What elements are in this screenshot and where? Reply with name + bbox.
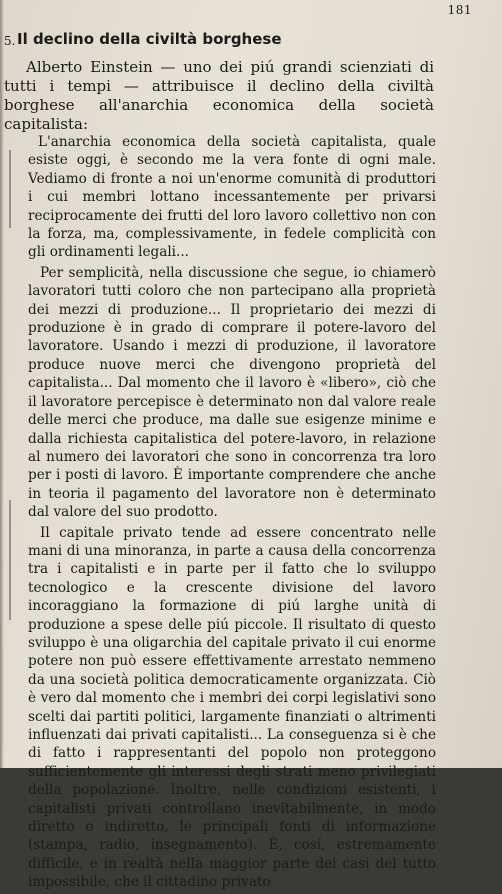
- intro-paragraph: Alberto Einstein — uno dei piú grandi scienziati di tutti i tempi — attribuisce il declino della civiltà borghese all'anarchia economica della società capitalista:: [4, 58, 434, 133]
- page-number: 181: [447, 3, 472, 17]
- section-title: Il declino della civiltà borghese: [17, 30, 282, 48]
- quote-paragraph: L'anarchia economica della società capitalista, quale esiste oggi, è secondo me la vera fonte di ogni male. Vediamo di fronte a noi un'enorme comunità di produttori i cui membri lottano incessantemente per privarsi reciprocamente dei frutti del loro lavoro collettivo non con la forza, ma, complessivamente, in fedele complicità con gli ordinamenti legali...: [28, 134, 436, 261]
- quote-paragraph: Il capitale privato tende ad essere concentrato nelle mani di una minoranza, in parte a causa della concorrenza tra i capitalisti e in parte per il fatto che lo sviluppo tecnologico e la crescente divisione del lavoro incoraggiano la formazione di piú larghe unità di produzione a spese delle piú piccole. Il risultato di questo sviluppo è una oligarchia del capitale privato il cui enorme potere non può essere effettivamente arrestato nemmeno da una società politica democraticamente organizzata. Ciò è vero dal momento che i membri dei corpi legislativi sono scelti dai partiti politici, largamente finanziati o altrimenti influenzati dai privati capitalisti... La conseguenza si è che di fatto i rappresentanti del popolo non proteggono sufficientemente gli interessi degli strati meno privilegiati della popolazione. Inoltre, nelle condizioni esistenti, i capitalisti privati controllano inevitabilmente, in modo diretto o indiretto, le principali fonti di informazione (stampa, radio, insegnamento). È, cosí, estremamente difficile, e in realtà nella maggior parte dei casi del tutto impossibile, che il cittadino privato: [28, 524, 436, 891]
- section-number: 5.: [4, 34, 16, 48]
- margin-pencil-mark: [9, 150, 11, 228]
- margin-pencil-mark: [9, 500, 11, 620]
- quotation-block: [28, 133, 436, 894]
- quote-paragraph: Per semplicità, nella discussione che segue, io chiamerò lavoratori tutti coloro che non partecipano alla proprietà dei mezzi di produzione... Il proprietario dei mezzi di produzione è in grado di comprare il potere-lavoro del lavoratore. Usando i mezzi di produzione, il lavoratore produce nuove merci che divengono proprietà del capitalista... Dal momento che il lavoro è «libero», ciò che il lavoratore percepisce è determinato non dal valore reale delle merci che produce, ma dalle sue esigenze minime e dalla richiesta capitalistica del potere-lavoro, in relazione al numero dei lavoratori che sono in concorrenza tra loro per i posti di lavoro. È importante comprendere che anche in teoria il pagamento del lavoratore non è determinato dal valore del suo prodotto.: [28, 264, 436, 521]
